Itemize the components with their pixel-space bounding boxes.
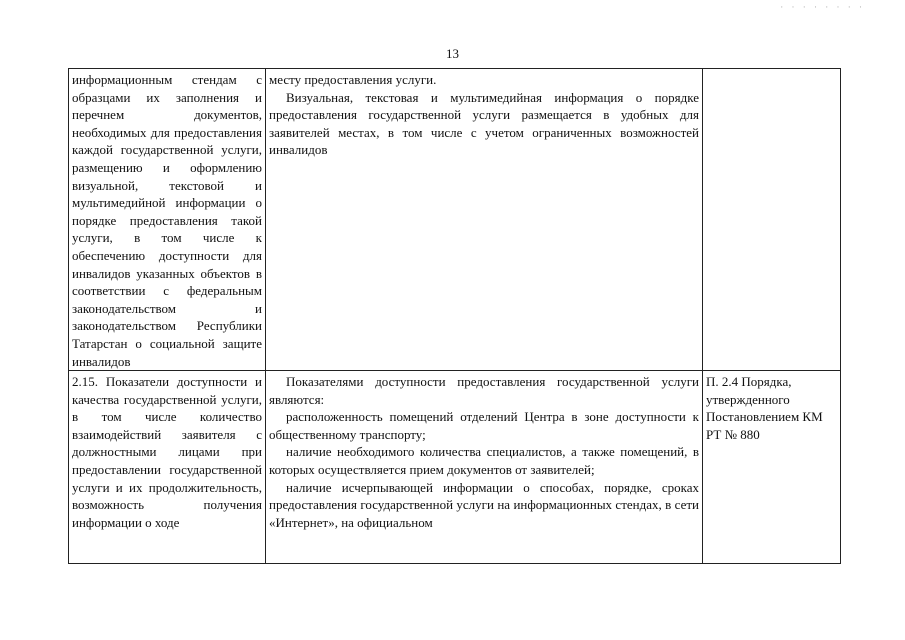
content-paragraph: наличие исчерпывающей информации о способах, порядке, сроках предоставления государственной услуги на информационных стендах, в сети «Интернет», на официальном: [269, 479, 699, 530]
content-paragraph: Показателями доступности предоставления государственной услуги являются:: [269, 374, 699, 407]
requirement-cell: [69, 371, 266, 564]
table-row: [69, 69, 841, 371]
regulation-table: [68, 68, 841, 564]
source-cell: [703, 69, 841, 371]
table-row: [69, 371, 841, 564]
content-paragraph: месту предоставления услуги.: [269, 72, 437, 87]
requirement-text: 2.15. Показатели доступности и качества государственной услуги, в том числе количество взаимодействий заявителя с должностными лицами при предоставлении государственной услуги и их продолжительность, возможность получения информации о ходе: [72, 374, 262, 530]
page-number: 13: [446, 46, 459, 61]
content-paragraph: наличие необходимого количества специалистов, а также помещений, в которых осуществляется прием документов от заявителей;: [269, 444, 699, 478]
source-cell: [703, 371, 841, 564]
source-text: П. 2.4 Порядка, утвержденного Постановлением КМ РТ № 880: [706, 374, 823, 442]
content-cell: [266, 371, 703, 564]
content-paragraph: расположенность помещений отделений Центра в зоне доступности к общественному транспорту;: [269, 409, 699, 442]
content-paragraph: Визуальная, текстовая и мультимедийная информация о порядке предоставления государственной услуги размещается в удобных для заявителей местах, в том числе с учетом ограниченных возможностей инвалидов: [269, 89, 699, 158]
requirement-text: информационным стендам с образцами их заполнения и перечнем документов, необходимых для предоставления каждой государственной услуги, размещению и оформлению визуальной, текстовой и мультимедийной информации о порядке предоставления такой услуги, в том числе к обеспечению доступности для инвалидов указанных объектов в соответствии с федеральным законодательством и законодательством Республики Татарстан о социальной защите инвалидов: [72, 72, 262, 369]
content-cell: [266, 69, 703, 371]
scan-corner-marks: · · · · · · · ·: [780, 2, 865, 12]
requirement-cell: [69, 69, 266, 371]
